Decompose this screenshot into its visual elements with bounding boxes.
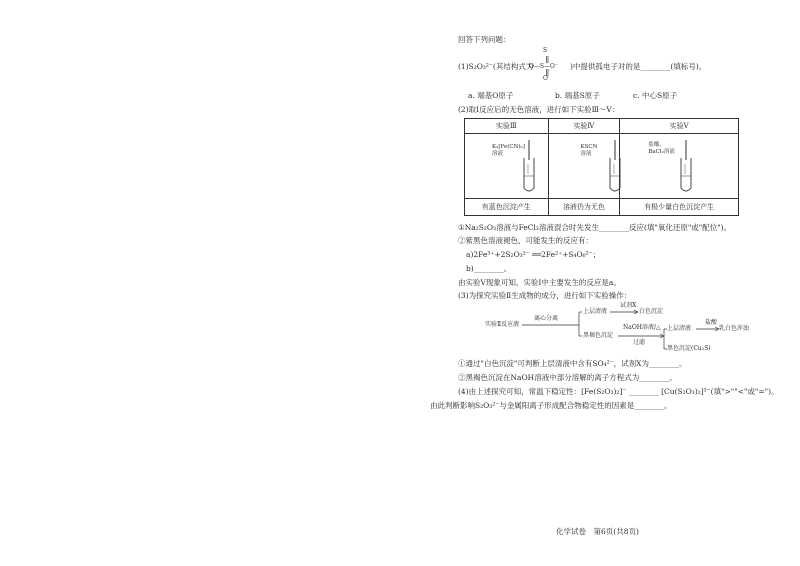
flow-arrows	[470, 300, 760, 360]
reagent-label-4: KSCN 溶液	[580, 144, 598, 157]
flow-reagent-x: 试剂X	[620, 302, 637, 309]
q1-option-a: a. 端基O原子	[468, 91, 514, 100]
flow-filter: 过滤	[633, 339, 646, 346]
flow-milky: 乳白色浑浊	[719, 325, 750, 332]
structure-bottom: O	[543, 75, 548, 82]
table-header-exp3: 实验Ⅲ	[465, 119, 549, 134]
q4-text: (4)由上述探究可知，常温下稳定性：[Fe(S₂O₃)₂]⁻ ________ [Cu(S₂O₃)₂]³⁻(填">""<"或"=")。	[458, 387, 779, 396]
q2-text: (2)取Ⅰ反应后的无色溶液，进行如下实验Ⅲ～Ⅴ：	[458, 105, 620, 114]
structure-top: S	[543, 47, 548, 54]
flow-upper: 上层清液	[583, 308, 608, 315]
reagent-label-3: K₃[Fe(CN)₆] 溶液	[492, 144, 525, 157]
q2-eq-a: a)2Fe³⁺+2S₂O₃²⁻ ══2Fe²⁺+S₄O₆²⁻；	[466, 250, 601, 259]
flow-white-ppt: 白色沉淀	[639, 308, 664, 315]
table-header-exp5: 实验Ⅴ	[620, 119, 739, 134]
q1-option-c: c. 中心S原子	[633, 91, 678, 100]
flow-black-ppt: 黑褐色沉淀	[583, 332, 614, 339]
table-cell-apparatus-5	[620, 134, 739, 199]
test-tube-5	[676, 140, 696, 196]
q2-eq-b: b)________。	[466, 264, 512, 273]
test-tube-3	[519, 140, 539, 196]
q3-line1: ①通过"白色沉淀"可判断上层清液中含有SO₄²⁻，试剂X为________。	[458, 359, 687, 368]
page-footer: 化学试卷 第6页(共8页)	[556, 527, 639, 536]
table-result-5: 有极少量白色沉淀产生	[620, 199, 739, 216]
q1-option-b: b. 端基S原子	[555, 91, 600, 100]
q1-text-before: (1)S₂O₃²⁻(其结构式为	[458, 62, 534, 71]
flow-black2: 黑色沉淀(Cu₂S)	[667, 345, 711, 352]
table-cell-apparatus-3	[465, 134, 549, 199]
flow-naoh: NaOH溶液/△	[623, 324, 661, 331]
q2-line3: 由实验Ⅴ现象可知，实验Ⅰ中主要发生的反应是a。	[458, 278, 621, 287]
q3-line2: ②黑褐色沉淀在NaOH溶液中部分溶解的离子方程式为________。	[458, 373, 677, 382]
table-header-exp4: 实验Ⅳ	[548, 119, 620, 134]
table-cell-apparatus-4	[548, 134, 620, 199]
flow-step1: 离心分离	[534, 315, 559, 322]
intro-text: 回答下列问题：	[458, 35, 511, 44]
table-result-4: 溶液仍为无色	[548, 199, 620, 216]
flow-start: 实验Ⅱ反应液	[485, 321, 520, 328]
q3-text: (3)为探究实验Ⅱ生成物的成分，进行如下实验操作：	[458, 291, 632, 300]
q4-line2: 由此判断影响S₂O₃²⁻与金属阳离子形成配合物稳定性的因素是________。	[430, 401, 672, 410]
experiment-table	[464, 118, 739, 216]
flow-hcl: 盐酸	[705, 319, 718, 326]
structure-mid: O—S—O⁻	[529, 63, 559, 70]
reagent-label-5: 盐酸、 BaCl₂溶液	[648, 142, 675, 155]
flow-upper2: 上层清液	[667, 325, 692, 332]
q1-text-after: )中提供孤电子对的是________(填标号)。	[570, 62, 707, 71]
table-result-3: 有蓝色沉淀产生	[465, 199, 549, 216]
q2-line2: ②紫黑色溶液褪色，可能发生的反应有：	[458, 236, 593, 245]
structure-bonds	[544, 54, 550, 78]
q2-line1: ①Na₂S₂O₃溶液与FeCl₃溶液混合时先发生________反应(填"氧化还原"或"配位")。	[458, 223, 732, 232]
